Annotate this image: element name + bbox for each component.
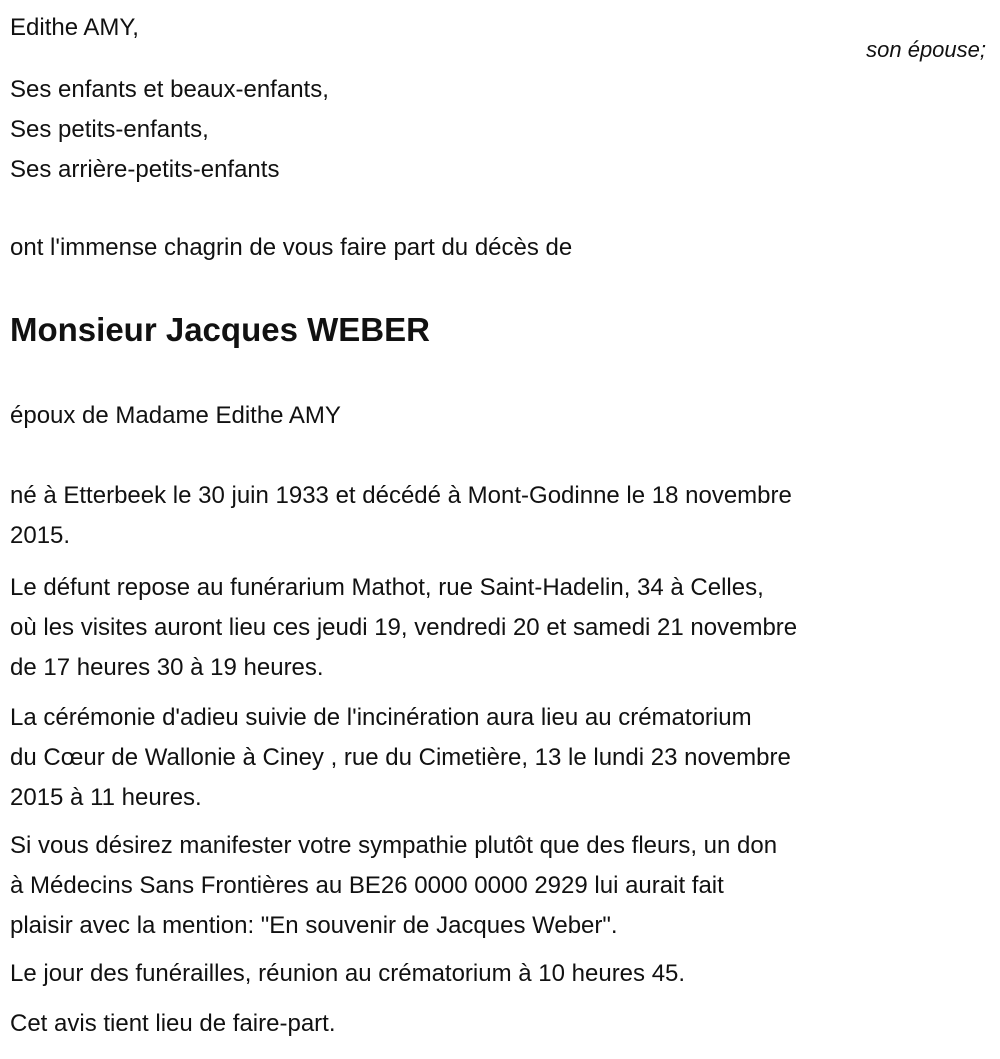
birth-death-line: 2015. [10, 522, 71, 549]
ceremony-line: La cérémonie d'adieu suivie de l'incinération aura lieu au crématorium [10, 704, 752, 731]
announcement-text: ont l'immense chagrin de vous faire part du décès de [10, 234, 573, 261]
spouse-role: son épouse; [866, 37, 986, 62]
visitation-line: où les visites auront lieu ces jeudi 19, vendredi 20 et samedi 21 novembre [10, 614, 798, 641]
spouse-of-line: époux de Madame Edithe AMY [10, 402, 341, 429]
birth-death-line: né à Etterbeek le 30 juin 1933 et décédé à Mont-Godinne le 18 novembre [10, 482, 792, 509]
closing-line: Cet avis tient lieu de faire-part. [10, 1010, 336, 1037]
donation-line: Si vous désirez manifester votre sympathie plutôt que des fleurs, un don [10, 832, 778, 859]
visitation-line: Le défunt repose au funérarium Mathot, rue Saint-Hadelin, 34 à Celles, [10, 574, 764, 601]
deceased-name: Monsieur Jacques WEBER [10, 311, 430, 348]
children-line: Ses enfants et beaux-enfants, [10, 76, 329, 103]
ceremony-line: du Cœur de Wallonie à Ciney , rue du Cimetière, 13 le lundi 23 novembre [10, 744, 791, 771]
meeting-line: Le jour des funérailles, réunion au crématorium à 10 heures 45. [10, 960, 686, 987]
ceremony-line: 2015 à 11 heures. [10, 784, 202, 811]
grandchildren-line: Ses petits-enfants, [10, 116, 209, 143]
great-grandchildren-line: Ses arrière-petits-enfants [10, 156, 280, 183]
spouse-name: Edithe AMY, [10, 14, 139, 41]
donation-line: à Médecins Sans Frontières au BE26 0000 0000 2929 lui aurait fait [10, 872, 724, 899]
donation-line: plaisir avec la mention: "En souvenir de Jacques Weber". [10, 912, 618, 939]
visitation-line: de 17 heures 30 à 19 heures. [10, 654, 324, 681]
